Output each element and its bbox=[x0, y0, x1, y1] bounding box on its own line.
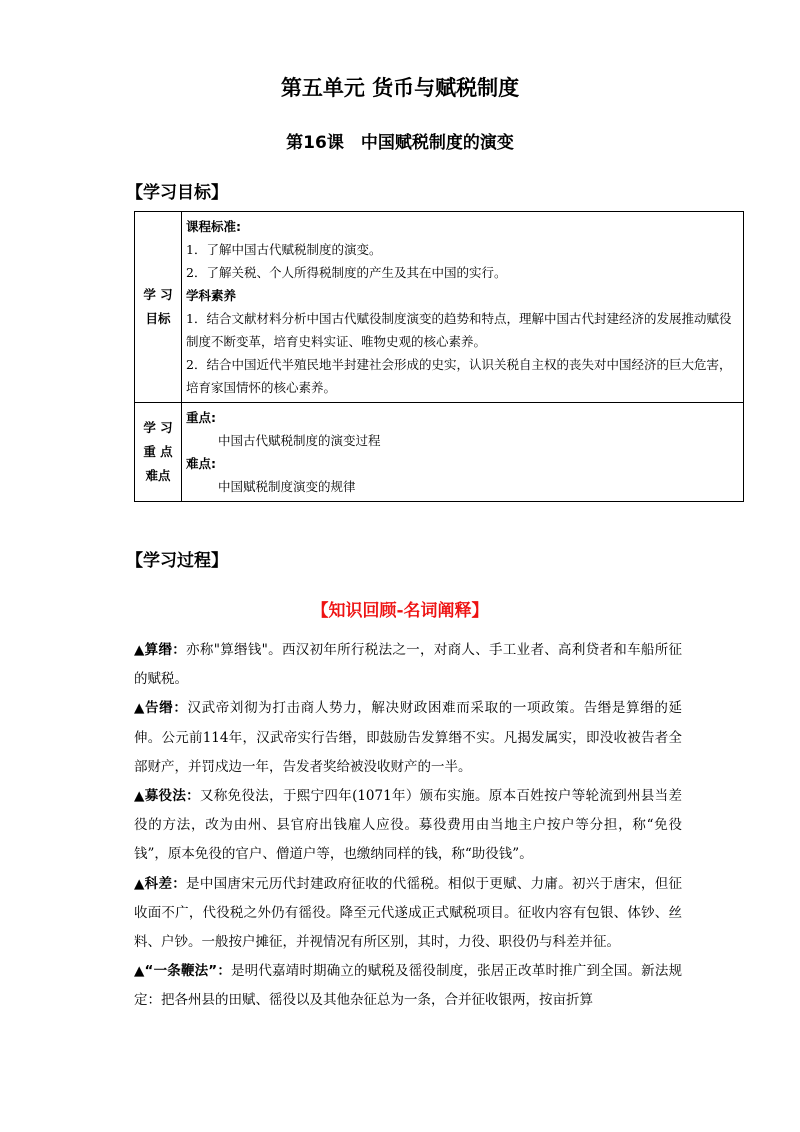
knowledge-review-title: 【知识回顾-名词阐释】 bbox=[311, 601, 489, 621]
learning-goals-table bbox=[134, 211, 744, 502]
term-text: 汉武帝刘彻为打击商人势力，解决财政困难而采取的一项政策。告缗是算缗的延伸。公元前114年，汉武帝实行告缗，即鼓励告发算缗不实。凡揭发属实，即没收被告者全部财产，并罚戍边一年，告发者奖给被没收财产的一半。 bbox=[134, 700, 683, 775]
term-name: ▲算缗： bbox=[134, 642, 187, 658]
difficult-point-heading: 难点: bbox=[186, 456, 216, 471]
term-item bbox=[134, 870, 682, 958]
term-list bbox=[134, 636, 682, 1016]
key-points-row-label: 学 习 重 点 难点 bbox=[135, 403, 182, 502]
key-points-row-content bbox=[182, 403, 744, 502]
goals-row bbox=[135, 212, 744, 403]
term-item bbox=[134, 957, 682, 1015]
term-item bbox=[134, 694, 682, 782]
goals-row-content bbox=[182, 212, 744, 403]
key-points-row bbox=[135, 403, 744, 502]
key-point-heading: 重点: bbox=[186, 410, 216, 425]
goals-row-label: 学 习 目标 bbox=[135, 212, 182, 403]
learning-process-heading: 【学习过程】 bbox=[126, 551, 228, 571]
term-name: ▲“一条鞭法”： bbox=[134, 963, 231, 980]
literacy-heading: 学科素养 bbox=[186, 288, 237, 303]
term-text: 是明代嘉靖时期确立的赋税及徭役制度，张居正改革时推广到全国。新法规定：把各州县的田赋、徭役以及其他杂征总为一条，合并征收银两，按亩折算 bbox=[134, 963, 682, 1009]
literacy-item: 1．结合文献材料分析中国古代赋役制度演变的趋势和特点，理解中国古代封建经济的发展推动赋役制度不断变革，培育史料实证、唯物史观的核心素养。 bbox=[186, 311, 732, 349]
difficult-point-text: 中国赋税制度演变的规律 bbox=[218, 479, 356, 494]
term-text: 是中国唐宋元历代封建政府征收的代徭税。相似于更赋、力庸。初兴于唐宋，但征收面不广，代役税之外仍有徭役。降至元代遂成正式赋税项目。征收内容有包银、体钞、丝料、户钞。一般按户摊征，并视情况有所区别，其时，力役、职役仍与科差并征。 bbox=[134, 875, 683, 951]
term-name: ▲募役法： bbox=[134, 788, 201, 805]
term-name: ▲科差： bbox=[134, 875, 187, 892]
curriculum-item: 2．了解关税、个人所得税制度的产生及其在中国的实行。 bbox=[186, 265, 507, 280]
curriculum-heading: 课程标准: bbox=[186, 219, 241, 234]
term-item bbox=[134, 782, 682, 870]
unit-title: 第五单元 货币与赋税制度 bbox=[280, 76, 520, 100]
term-text: 亦称"算缗钱"。西汉初年所行税法之一，对商人、手工业者、高利贷者和车船所征的赋税。 bbox=[134, 642, 682, 688]
curriculum-item: 1．了解中国古代赋税制度的演变。 bbox=[186, 242, 382, 257]
lesson-title: 第16课 中国赋税制度的演变 bbox=[286, 133, 514, 153]
term-name: ▲告缗： bbox=[134, 700, 188, 717]
literacy-item: 2．结合中国近代半殖民地半封建社会形成的史实，认识关税自主权的丧失对中国经济的巨大危害，培育家国情怀的核心素养。 bbox=[186, 357, 732, 395]
key-point-text: 中国古代赋税制度的演变过程 bbox=[218, 433, 381, 448]
learning-goals-heading: 【学习目标】 bbox=[126, 183, 228, 203]
term-text: 又称免役法，于熙宁四年(1071年）颁布实施。原本百姓按户等轮流到州县当差役的方法，改为由州、县官府出钱雇人应役。募役费用由当地主户按户等分担，称“免役钱”，原本免役的官户、僧道户等，也缴纳同样的钱，称“助役钱”。 bbox=[134, 788, 683, 863]
term-item bbox=[134, 636, 682, 694]
